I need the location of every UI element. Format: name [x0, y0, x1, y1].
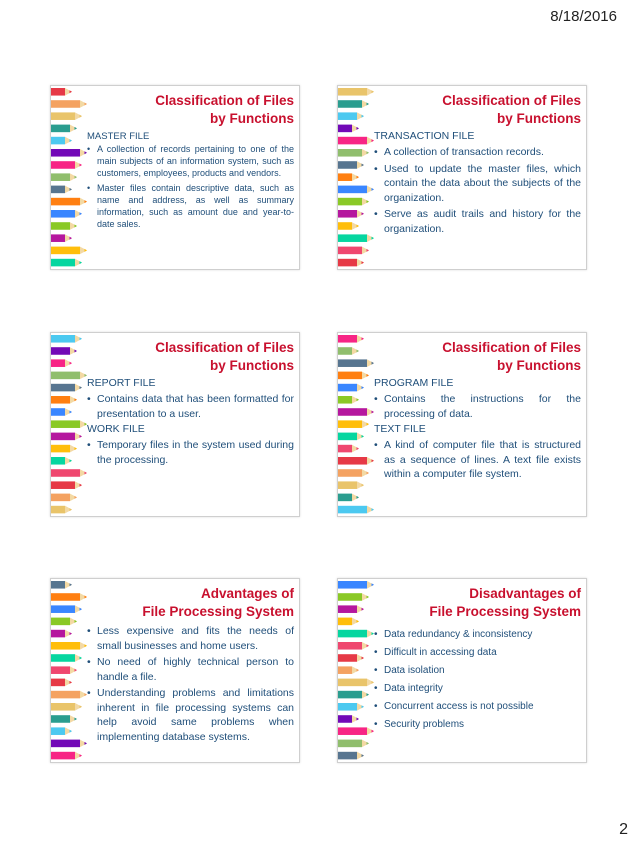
pencil [338, 715, 359, 723]
slide-title: Classification of Files by Functions [155, 340, 294, 373]
pencil [51, 481, 82, 489]
pencil [51, 593, 87, 601]
pencil [51, 198, 87, 206]
pencils-decoration [338, 86, 376, 269]
pencil [338, 469, 369, 477]
page-number: 2 [619, 821, 628, 838]
pencil [51, 100, 87, 108]
bullet-item: • Serve as audit trails and history for the organization. [374, 208, 581, 235]
pencil [338, 259, 364, 267]
pencil [338, 420, 369, 428]
slide-advantages [50, 578, 300, 763]
pencils-decoration [338, 579, 376, 762]
pencil [338, 396, 359, 404]
pencil [51, 715, 77, 723]
pencil [51, 433, 82, 441]
pencil [51, 347, 77, 355]
pencil [338, 506, 374, 514]
bullet-item: • Data redundancy & inconsistency [374, 629, 533, 640]
bullet-list [374, 627, 581, 732]
pencil [51, 186, 72, 194]
pencil [338, 186, 374, 194]
pencil [51, 408, 72, 416]
pencil [51, 666, 77, 674]
pencil [338, 666, 359, 674]
pencil [338, 727, 374, 735]
bullet-item: • Used to update the master files, which contain the data about the subjects of the organization. [374, 162, 581, 204]
bullet-item: • Less expensive and fits the needs of small businesses and home users. [87, 625, 294, 652]
pencil [338, 481, 364, 489]
pencil [338, 408, 374, 416]
pencil [338, 679, 374, 687]
bullet-item: • Temporary files in the system used during the processing. [87, 439, 294, 466]
bullet-item: • Understanding problems and limitations inherent in file processing systems can help avoid same problems when implementing database systems. [87, 687, 294, 743]
bullet-list [87, 392, 294, 421]
bullet-item: • Master files contain descriptive data, such as name and address, as well as summary information, such as amount due and year-to-date sales. [87, 183, 294, 229]
pencil [51, 457, 72, 465]
bullet-list [374, 145, 581, 236]
pencil [51, 752, 82, 760]
pencil [338, 445, 359, 453]
pencil [338, 222, 359, 230]
pencil [51, 727, 72, 735]
pencil [338, 359, 374, 367]
pencils-decoration [51, 333, 89, 516]
section-heading: TRANSACTION FILE [374, 130, 475, 142]
pencil [51, 642, 87, 650]
pencil [51, 618, 77, 626]
pencil [51, 149, 87, 157]
pencil [338, 605, 364, 613]
pencil [338, 347, 359, 355]
pencil [51, 234, 72, 242]
section-heading: TEXT FILE [374, 423, 426, 435]
pencil [338, 740, 369, 748]
bullet-list [374, 392, 581, 421]
pencil [338, 210, 364, 218]
pencils-decoration [51, 86, 89, 269]
pencil [338, 703, 364, 711]
pencil [338, 752, 364, 760]
slide-report-work-file [50, 332, 300, 517]
pencil [338, 247, 369, 255]
pencil [51, 372, 87, 380]
pencil [51, 125, 77, 133]
pencil [338, 581, 374, 589]
slide-title: Classification of Files by Functions [442, 93, 581, 126]
pencil [338, 149, 369, 157]
pencil [51, 396, 77, 404]
slide-title: Classification of Files by Functions [442, 340, 581, 373]
pencil [338, 88, 374, 96]
bullet-item: • Contains data that has been formatted for presentation to a user. [87, 393, 294, 420]
pencil [51, 469, 87, 477]
slide-master-file [50, 85, 300, 270]
pencil [338, 335, 364, 343]
section-heading: REPORT FILE [87, 377, 156, 389]
pencil [51, 691, 87, 699]
bullet-item: • Difficult in accessing data [374, 647, 497, 658]
pencil [338, 198, 369, 206]
pencil [51, 259, 82, 267]
pencil [51, 581, 72, 589]
bullet-list [87, 143, 294, 230]
slide-transaction-file [337, 85, 587, 270]
bullet-item: • Concurrent access is not possible [374, 701, 534, 712]
pencil [338, 161, 364, 169]
slide-disadvantages [337, 578, 587, 763]
bullet-item: • Security problems [374, 719, 465, 730]
bullet-item: • Contains the instructions for the processing of data. [374, 393, 581, 420]
pencil [338, 234, 374, 242]
section-heading: WORK FILE [87, 423, 145, 435]
pencil [51, 222, 77, 230]
slide-program-text-file [337, 332, 587, 517]
bullet-item: • Data isolation [374, 665, 445, 676]
pencil [51, 679, 72, 687]
pencil [338, 642, 369, 650]
pencil [51, 335, 82, 343]
pencil [338, 372, 369, 380]
pencil [51, 494, 77, 502]
bullet-item: • Data integrity [374, 683, 443, 694]
bullet-list [374, 438, 581, 482]
pencil [338, 384, 364, 392]
pencil [51, 173, 77, 181]
pencil [338, 618, 359, 626]
pencil [51, 445, 77, 453]
bullet-item: • A kind of computer file that is structured as a sequence of lines. A text file exists within a computer file system. [374, 439, 581, 480]
pencil [51, 384, 82, 392]
slide-title: Classification of Files by Functions [155, 93, 294, 126]
section-heading: PROGRAM FILE [374, 377, 454, 389]
pencil [338, 173, 359, 181]
pencil [338, 494, 359, 502]
section-heading: MASTER FILE [87, 131, 150, 142]
pencil [338, 691, 369, 699]
pencils-decoration [51, 579, 89, 762]
pencil [51, 210, 82, 218]
slide-title: Disadvantages of File Processing System [429, 586, 581, 619]
pencil [51, 88, 72, 96]
pencil [51, 654, 82, 662]
bullet-item: • A collection of transaction records. [374, 146, 544, 158]
pencil [51, 359, 72, 367]
pencil [51, 161, 82, 169]
bullet-list [87, 438, 294, 467]
pencil [51, 420, 87, 428]
pencil [338, 654, 364, 662]
pencil [51, 703, 82, 711]
pencil [51, 740, 87, 748]
pencil [338, 630, 374, 638]
pencil [51, 112, 82, 120]
bullet-list [87, 624, 294, 744]
pencil [51, 247, 87, 255]
pencil [338, 433, 364, 441]
pencil [51, 630, 72, 638]
pencil [51, 506, 72, 514]
pencil [51, 605, 82, 613]
pencil [338, 100, 369, 108]
bullet-item: • A collection of records pertaining to one of the main subjects of an information system, such as customers, employees, products and vendors. [87, 144, 294, 178]
pencil [338, 112, 364, 120]
pencil [338, 593, 369, 601]
pencil [338, 125, 359, 133]
pencil [338, 137, 374, 145]
pencil [338, 457, 374, 465]
print-date: 8/18/2016 [550, 8, 617, 25]
bullet-item: • No need of highly technical person to handle a file. [87, 656, 294, 683]
pencil [51, 137, 72, 145]
slide-title: Advantages of File Processing System [142, 586, 294, 619]
pencils-decoration [338, 333, 376, 516]
